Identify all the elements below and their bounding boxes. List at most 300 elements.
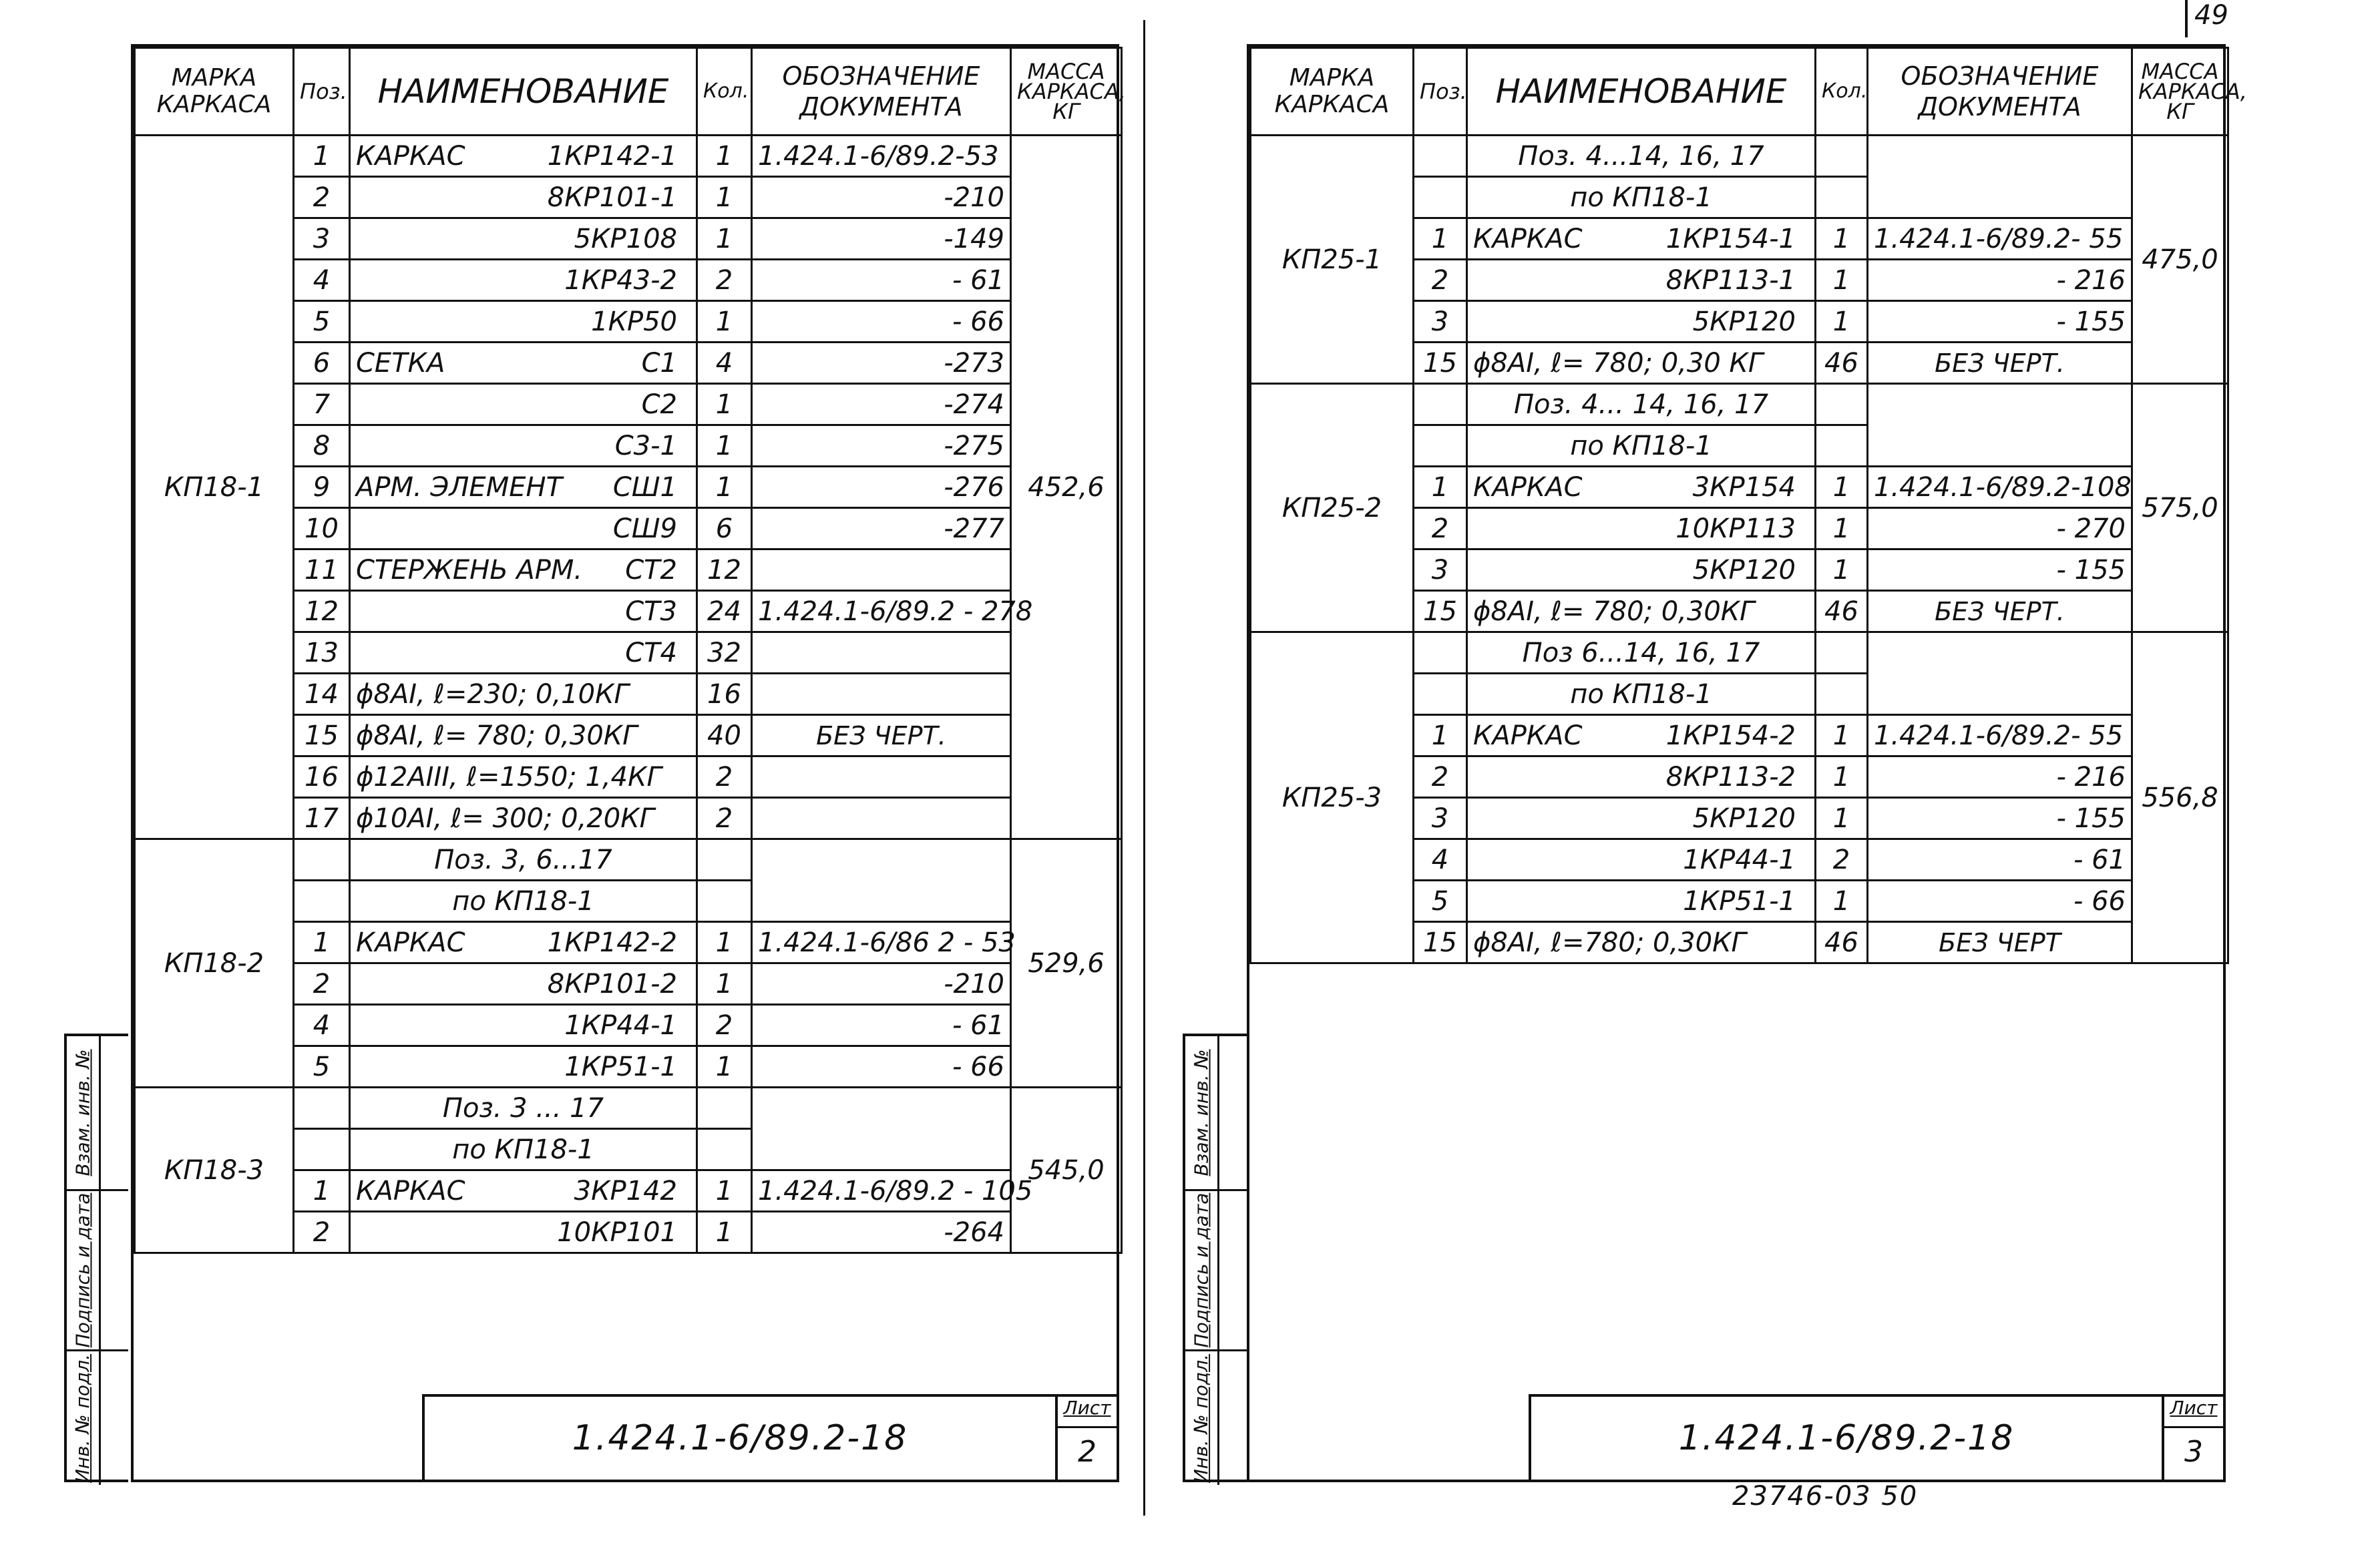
name-type: КАРКАС [356,1175,465,1206]
name-wrap [356,969,690,999]
kol-cell [1816,674,1868,715]
pos-cell [1414,674,1467,715]
kol-cell: 1 [697,467,752,508]
doc-cell: - 155 [1868,301,2132,343]
kol-cell: 46 [1816,922,1868,963]
kol-cell [1816,136,1868,177]
name-wrap [356,679,690,710]
name-code: С2 [641,389,677,420]
center-divider [1143,20,1145,1516]
doc-cell: -210 [752,963,1011,1005]
kol-cell [697,1129,752,1170]
name-wrap [356,224,690,254]
doc-cell: 1.424.1-6/89.2-53 [752,136,1011,177]
doc-cell: - 66 [752,1046,1011,1088]
group-mark: КП18-1 [135,136,294,839]
group-mark: КП18-2 [135,839,294,1088]
kol-cell: 12 [697,549,752,591]
doc-cell: - 155 [1868,798,2132,839]
doc-cell: -277 [752,508,1011,549]
doc-cell: 1.424.1-6/89.2 - 278 [752,591,1011,632]
note-text: по КП18-1 [1467,425,1816,467]
name-wrap [1473,596,1809,627]
pos-cell: 2 [1414,508,1467,549]
name-wrap [356,596,690,627]
name-cell [350,674,697,715]
right-document-code: 1.424.1-6/89.2-18 [1678,1418,2015,1458]
doc-cell: - 66 [1868,881,2132,922]
group-mass: 529,6 [1011,839,1122,1088]
name-type: АРМ. ЭЛЕМЕНТ [356,471,563,503]
name-wrap [1473,927,1809,958]
name-cell [350,384,697,425]
pos-cell: 15 [294,715,350,756]
name-code: 1КР142-2 [547,927,677,958]
note-text: Поз. 3 ... 17 [350,1088,697,1129]
name-wrap [356,431,690,461]
note-row [1251,632,2228,674]
pos-cell [294,1129,350,1170]
doc-cell [752,1088,1011,1170]
doc-cell [1868,384,2132,467]
name-wrap [356,265,690,296]
name-type: ϕ10AI, ℓ= 300; 0,20КГ [356,803,654,834]
inv-label-right: Инв. № подл. [1190,1353,1213,1483]
name-wrap [1473,224,1809,254]
left-binding-sidebar [64,1034,128,1482]
name-code: 3КР154 [1692,471,1796,503]
name-cell [1467,591,1816,632]
header-kol-right: Кол. [1816,48,1868,136]
name-cell [1467,467,1816,508]
header-mark-right: МАРКА КАРКАСА [1251,48,1414,136]
name-cell [1467,343,1816,384]
pos-cell: 10 [294,508,350,549]
name-wrap [1473,555,1809,586]
vzam-label-right: Взам. инв. № [1190,1049,1213,1176]
name-cell [1467,301,1816,343]
header-row-right [1251,48,2228,136]
kol-cell: 40 [697,715,752,756]
pos-cell: 8 [294,425,350,467]
name-cell [350,508,697,549]
name-type: КАРКАС [356,140,465,172]
name-type: ϕ8AI, ℓ= 780; 0,30КГ [356,720,638,751]
pos-cell: 2 [294,1212,350,1253]
name-cell [1467,218,1816,260]
group-mass: 452,6 [1011,136,1122,839]
name-type: ϕ8AI, ℓ= 780; 0,30КГ [1473,596,1755,627]
note-row [1251,136,2228,177]
pos-cell: 15 [1414,922,1467,963]
right-sheet [1247,44,2247,1482]
name-code: 10КР101 [557,1216,677,1248]
doc-cell: 1.424.1-6/86 2 - 53 [752,922,1011,963]
note-text: по КП18-1 [1467,177,1816,218]
kol-cell: 1 [1816,881,1868,922]
name-cell [350,343,697,384]
doc-cell: - 61 [752,1005,1011,1046]
group-mass: 475,0 [2132,136,2228,384]
left-document-code: 1.424.1-6/89.2-18 [572,1418,908,1458]
note-row [1251,384,2228,425]
kol-cell: 1 [1816,549,1868,591]
note-row [135,1088,1122,1129]
name-code: 1КР51-1 [564,1051,677,1082]
name-type: КАРКАС [356,927,465,958]
name-wrap [356,1052,690,1082]
name-code: 1КР44-1 [564,1010,677,1041]
doc-cell [752,632,1011,674]
note-text: Поз. 4...14, 16, 17 [1467,136,1816,177]
name-code: 5КР120 [1692,306,1796,337]
doc-cell: 1.424.1-6/89.2-108 [1868,467,2132,508]
pos-cell: 2 [1414,260,1467,301]
name-wrap [356,141,690,172]
pos-cell: 15 [1414,343,1467,384]
name-cell [350,301,697,343]
name-wrap [356,513,690,544]
name-cell [350,963,697,1005]
doc-cell: 1.424.1-6/89.2- 55 [1868,715,2132,756]
name-wrap [356,638,690,668]
pos-cell: 13 [294,632,350,674]
name-code: 3КР142 [574,1175,677,1206]
name-cell [350,1212,697,1253]
kol-cell: 2 [697,260,752,301]
doc-cell [752,674,1011,715]
pos-cell [1414,632,1467,674]
doc-cell [1868,632,2132,715]
doc-cell [752,798,1011,839]
kol-cell: 1 [1816,467,1868,508]
name-cell [350,632,697,674]
name-code: 5КР108 [574,223,677,254]
name-wrap [1473,348,1809,379]
doc-cell: - 61 [752,260,1011,301]
kol-cell: 1 [1816,260,1868,301]
name-code: 1КР43-2 [564,264,677,296]
name-wrap [356,389,690,420]
pos-cell: 3 [1414,549,1467,591]
name-cell [350,1046,697,1088]
kol-cell: 1 [697,1046,752,1088]
pos-cell: 17 [294,798,350,839]
note-text: Поз. 4... 14, 16, 17 [1467,384,1816,425]
name-code: 1КР50 [591,306,677,337]
pos-cell [294,839,350,881]
kol-cell: 6 [697,508,752,549]
name-cell [350,1170,697,1212]
pos-cell: 1 [294,136,350,177]
name-type: КАРКАС [1473,223,1583,254]
group-mass: 556,8 [2132,632,2228,963]
vzam-label: Взам. инв. № [71,1049,94,1176]
name-code: 5КР120 [1692,803,1796,834]
kol-cell: 2 [697,798,752,839]
podpis-cell-right [1185,1191,1247,1351]
kol-cell [697,881,752,922]
name-code: 8КР101-2 [547,968,677,999]
pos-cell: 4 [294,1005,350,1046]
name-type: КАРКАС [1473,720,1583,751]
kol-cell: 1 [1816,715,1868,756]
name-code: С1 [641,347,677,379]
kol-cell: 1 [1816,798,1868,839]
kol-cell [1816,425,1868,467]
pos-cell [1414,425,1467,467]
pos-cell: 12 [294,591,350,632]
kol-cell: 1 [1816,301,1868,343]
right-sheet-number: 3 [2184,1435,2203,1469]
name-code: 1КР142-1 [547,140,677,172]
kol-cell: 2 [697,756,752,798]
kol-cell: 1 [1816,756,1868,798]
doc-cell: -275 [752,425,1011,467]
inv-label: Инв. № подл. [71,1353,94,1483]
note-text: Поз 6...14, 16, 17 [1467,632,1816,674]
right-spec-table [1249,47,2247,964]
name-cell [1467,881,1816,922]
doc-cell: - 216 [1868,260,2132,301]
name-cell [350,715,697,756]
pos-cell: 1 [294,922,350,963]
kol-cell: 24 [697,591,752,632]
name-cell [350,756,697,798]
name-code: СШ9 [612,513,677,544]
right-sheet-box [2162,1397,2223,1480]
pos-cell: 1 [1414,467,1467,508]
kol-cell [1816,632,1868,674]
name-code: 1КР154-1 [1665,223,1796,254]
name-cell [1467,260,1816,301]
name-wrap [356,720,690,751]
pos-cell: 3 [1414,301,1467,343]
kol-cell: 46 [1816,591,1868,632]
kol-cell: 2 [1816,839,1868,881]
doc-cell: БЕЗ ЧЕРТ [1868,922,2132,963]
doc-cell: - 270 [1868,508,2132,549]
header-doc: ОБОЗНАЧЕНИЕ ДОКУМЕНТА [752,48,1011,136]
name-cell [350,1005,697,1046]
name-wrap [1473,513,1809,544]
doc-cell: -210 [752,177,1011,218]
header-mass: МАССА КАРКАСА, КГ [1011,48,1122,136]
doc-cell [1868,136,2132,218]
name-wrap [356,348,690,379]
group-mark: КП25-1 [1251,136,1414,384]
kol-cell: 1 [697,425,752,467]
doc-cell: -276 [752,467,1011,508]
name-cell [350,260,697,301]
name-wrap [1473,762,1809,793]
pos-cell: 4 [294,260,350,301]
name-cell [1467,798,1816,839]
name-code: 1КР44-1 [1683,844,1796,875]
kol-cell: 1 [697,1212,752,1253]
podpis-label: Подпись и дата [71,1192,94,1348]
name-cell [350,922,697,963]
pos-cell: 4 [1414,839,1467,881]
name-wrap [1473,720,1809,751]
name-code: 1КР154-2 [1665,720,1796,751]
inv-cell [67,1351,128,1485]
header-row [135,48,1122,136]
pos-cell: 5 [294,301,350,343]
doc-cell [752,839,1011,922]
name-cell [350,218,697,260]
name-cell [350,798,697,839]
kol-cell [1816,177,1868,218]
name-type: ϕ8AI, ℓ=230; 0,10КГ [356,678,629,710]
kol-cell: 16 [697,674,752,715]
pos-cell [1414,384,1467,425]
note-text: по КП18-1 [350,1129,697,1170]
doc-cell: 1.424.1-6/89.2 - 105 [752,1170,1011,1212]
left-spec-table [134,47,1126,1254]
name-type: КАРКАС [1473,471,1583,503]
pos-cell: 9 [294,467,350,508]
name-code: СТ3 [625,596,677,627]
pos-cell: 16 [294,756,350,798]
page-number: 49 [2185,0,2228,37]
kol-cell: 1 [697,922,752,963]
name-cell [350,136,697,177]
name-code: 8КР113-1 [1665,264,1796,296]
left-sheet-label: Лист [1058,1397,1117,1428]
doc-cell: -264 [752,1212,1011,1253]
name-type: ϕ8AI, ℓ=780; 0,30КГ [1473,927,1746,958]
name-wrap [356,306,690,337]
pos-cell [1414,177,1467,218]
right-title-block [1529,1394,2223,1480]
pos-cell [294,1088,350,1129]
pos-cell: 5 [1414,881,1467,922]
doc-cell: -273 [752,343,1011,384]
pos-cell: 15 [1414,591,1467,632]
name-wrap [356,1217,690,1248]
inv-cell-right [1185,1351,1247,1485]
name-wrap [1473,265,1809,296]
kol-cell: 1 [697,136,752,177]
doc-cell: - 66 [752,301,1011,343]
left-sheet-box [1055,1397,1117,1480]
table-row [135,136,1122,177]
name-code: 8КР113-2 [1665,761,1796,793]
kol-cell: 1 [697,1170,752,1212]
right-binding-sidebar [1183,1034,1247,1482]
name-cell [1467,839,1816,881]
doc-cell: 1.424.1-6/89.2- 55 [1868,218,2132,260]
kol-cell: 1 [1816,218,1868,260]
name-type: ϕ12AIII, ℓ=1550; 1,4КГ [356,761,662,793]
header-mark: МАРКА КАРКАСА [135,48,294,136]
note-row [135,839,1122,881]
name-cell [350,549,697,591]
header-kol: Кол. [697,48,752,136]
group-mass: 545,0 [1011,1088,1122,1253]
pos-cell: 2 [294,963,350,1005]
name-wrap [356,555,690,586]
name-type: СЕТКА [356,347,445,379]
pos-cell: 3 [1414,798,1467,839]
name-cell [350,425,697,467]
name-wrap [356,1010,690,1041]
name-wrap [356,472,690,503]
doc-cell: БЕЗ ЧЕРТ. [752,715,1011,756]
name-cell [350,467,697,508]
name-code: 1КР51-1 [1683,885,1796,917]
kol-cell: 1 [697,177,752,218]
left-sheet [131,44,1126,1482]
name-wrap [356,803,690,834]
kol-cell: 32 [697,632,752,674]
doc-cell: - 155 [1868,549,2132,591]
kol-cell: 46 [1816,343,1868,384]
pos-cell: 3 [294,218,350,260]
doc-cell [752,756,1011,798]
kol-cell: 1 [697,218,752,260]
note-text: по КП18-1 [1467,674,1816,715]
pos-cell: 2 [294,177,350,218]
name-code: С3-1 [614,430,677,461]
name-type: ϕ8AI, ℓ= 780; 0,30 КГ [1473,347,1764,379]
pos-cell: 1 [1414,218,1467,260]
name-wrap [1473,803,1809,834]
name-wrap [1473,306,1809,337]
pos-cell [1414,136,1467,177]
pos-cell: 1 [1414,715,1467,756]
pos-cell [294,881,350,922]
kol-cell: 1 [697,301,752,343]
name-wrap [356,762,690,793]
pos-cell: 1 [294,1170,350,1212]
kol-cell [1816,384,1868,425]
kol-cell: 1 [697,963,752,1005]
group-mark: КП18-3 [135,1088,294,1253]
name-cell [1467,756,1816,798]
kol-cell: 1 [1816,508,1868,549]
name-code: 5КР120 [1692,554,1796,586]
name-cell [1467,549,1816,591]
header-pos-right: Поз. [1414,48,1467,136]
doc-cell: БЕЗ ЧЕРТ. [1868,591,2132,632]
pos-cell: 14 [294,674,350,715]
name-code: 8КР101-1 [547,182,677,213]
pos-cell: 7 [294,384,350,425]
podpis-label-right: Подпись и дата [1190,1192,1213,1348]
name-code: 10КР113 [1675,513,1796,544]
header-pos: Поз. [294,48,350,136]
name-type: СТЕРЖЕНЬ АРМ. [356,554,583,586]
kol-cell: 4 [697,343,752,384]
note-text: Поз. 3, 6...17 [350,839,697,881]
group-mark: КП25-3 [1251,632,1414,963]
name-cell [1467,922,1816,963]
doc-cell: БЕЗ ЧЕРТ. [1868,343,2132,384]
name-code: СШ1 [612,471,677,503]
pos-cell: 2 [1414,756,1467,798]
doc-cell: -274 [752,384,1011,425]
pos-cell: 11 [294,549,350,591]
kol-cell [697,839,752,881]
group-mark: КП25-2 [1251,384,1414,632]
header-name: НАИМЕНОВАНИЕ [350,48,697,136]
doc-cell: - 216 [1868,756,2132,798]
bottom-archive-code: 23746-03 50 [1732,1481,1919,1512]
name-wrap [356,927,690,958]
pos-cell: 5 [294,1046,350,1088]
